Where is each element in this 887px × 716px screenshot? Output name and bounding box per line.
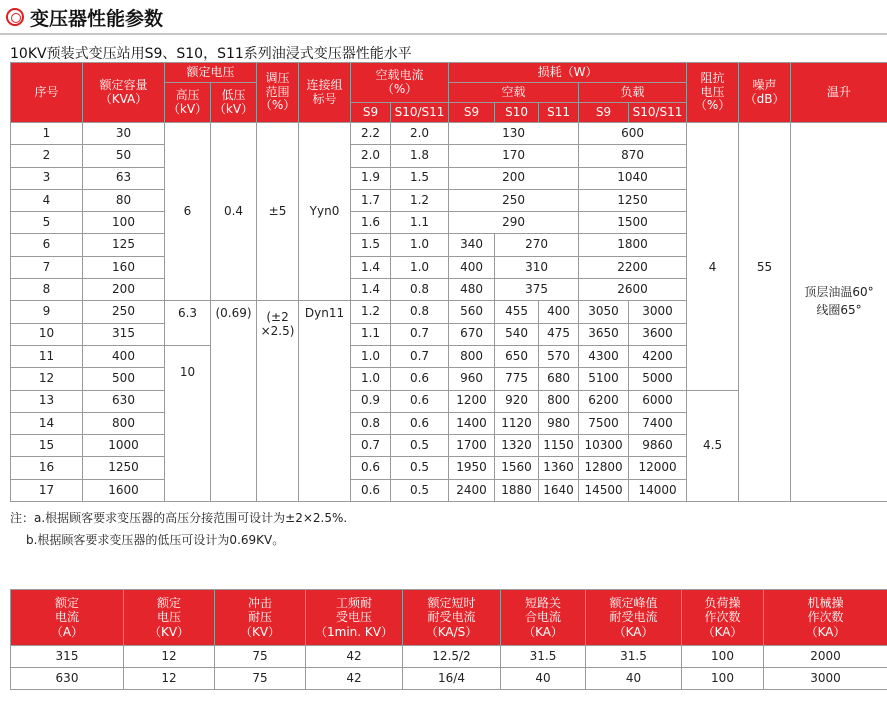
cell-noload-loss-s11: 800 (539, 390, 579, 412)
header-nc-s10s11: S10/S11 (391, 103, 449, 123)
cell-noload-loss-s11: 980 (539, 412, 579, 434)
cell-nc-s9: 1.9 (351, 167, 391, 189)
cell-seq: 15 (11, 435, 83, 457)
header-nl-s10: S10 (495, 103, 539, 123)
header-seq: 序号 (11, 63, 83, 123)
cell-seq: 11 (11, 345, 83, 367)
cell-capacity: 1000 (83, 435, 165, 457)
cell-tap-range: (±2 ×2.5) (257, 301, 299, 502)
cell-load-loss: 1500 (579, 212, 687, 234)
cell-noload-loss-s10s11: 375 (495, 279, 579, 301)
cell-noload-loss-s11: 1360 (539, 457, 579, 479)
cell-capacity: 50 (83, 145, 165, 167)
ring-bullet-icon (6, 8, 24, 26)
header-noload-current: 空载电流 （%） (351, 63, 449, 103)
header-nl-s11: S11 (539, 103, 579, 123)
cell-impedance: 4 (687, 123, 739, 391)
cell-nc-s9: 1.6 (351, 212, 391, 234)
cell-seq: 1 (11, 123, 83, 145)
switch-header-cell: 额定 电流 （A） (11, 590, 124, 646)
cell-noload-loss-s11: 400 (539, 301, 579, 323)
switch-cell: 40 (501, 668, 586, 690)
switch-header-cell: 机械操 作次数 （KA） (764, 590, 887, 646)
cell-capacity: 160 (83, 256, 165, 278)
cell-noload-loss-s10: 650 (495, 345, 539, 367)
cell-capacity: 63 (83, 167, 165, 189)
cell-seq: 4 (11, 189, 83, 211)
header-hv: 高压 （kV） (165, 83, 211, 123)
header-noise: 噪声 （dB） (739, 63, 791, 123)
switch-cell: 75 (215, 646, 306, 668)
cell-load-loss-s9: 14500 (579, 479, 629, 501)
table-subtitle: 10KV预装式变压站用S9、S10，S11系列油浸式变压器性能水平 (10, 46, 412, 62)
cell-noload-loss-s10: 1120 (495, 412, 539, 434)
cell-load-loss: 2200 (579, 256, 687, 278)
cell-nc-s9: 1.1 (351, 323, 391, 345)
switch-header-cell: 额定短时 耐受电流 （KA/S） (403, 590, 501, 646)
cell-nc-s9: 2.2 (351, 123, 391, 145)
table-row (11, 668, 887, 690)
switch-header-cell: 额定峰值 耐受电流 （KA） (586, 590, 682, 646)
cell-noise: 55 (739, 123, 791, 502)
cell-load-loss-s10s11: 7400 (629, 412, 687, 434)
cell-capacity: 80 (83, 189, 165, 211)
cell-noload-loss: 130 (449, 123, 579, 145)
cell-temp-rise: 顶层油温60° 线圈65° (791, 123, 887, 502)
cell-noload-loss-s11: 570 (539, 345, 579, 367)
cell-load-loss-s9: 3050 (579, 301, 629, 323)
cell-nc-s9: 0.6 (351, 457, 391, 479)
cell-capacity: 125 (83, 234, 165, 256)
cell-capacity: 630 (83, 390, 165, 412)
cell-nc-s9: 1.5 (351, 234, 391, 256)
cell-nc-s9: 1.0 (351, 368, 391, 390)
cell-nc-s10s11: 1.1 (391, 212, 449, 234)
cell-noload-loss-s9: 560 (449, 301, 495, 323)
cell-nc-s10s11: 1.2 (391, 189, 449, 211)
switch-cell: 12.5/2 (403, 646, 501, 668)
cell-capacity: 500 (83, 368, 165, 390)
cell-noload-loss-s10: 1560 (495, 457, 539, 479)
cell-load-loss-s10s11: 6000 (629, 390, 687, 412)
cell-load-loss: 600 (579, 123, 687, 145)
cell-load-loss: 1250 (579, 189, 687, 211)
cell-nc-s10s11: 0.6 (391, 390, 449, 412)
cell-noload-loss-s9: 2400 (449, 479, 495, 501)
cell-nc-s9: 1.7 (351, 189, 391, 211)
cell-capacity: 100 (83, 212, 165, 234)
cell-capacity: 200 (83, 279, 165, 301)
cell-nc-s10s11: 1.0 (391, 256, 449, 278)
cell-seq: 16 (11, 457, 83, 479)
cell-seq: 3 (11, 167, 83, 189)
cell-noload-loss-s9: 1400 (449, 412, 495, 434)
note-b: b.根据顾客要求变压器的低压可设计为0.69KV。 (26, 533, 285, 547)
transformer-table-body (11, 123, 887, 502)
cell-hv: 6.3 (165, 301, 211, 346)
switch-header-cell: 短路关 合电流 （KA） (501, 590, 586, 646)
cell-noload-loss: 170 (449, 145, 579, 167)
cell-noload-loss-s9: 480 (449, 279, 495, 301)
cell-noload-loss-s9: 1700 (449, 435, 495, 457)
cell-nc-s10s11: 1.0 (391, 234, 449, 256)
switch-parameter-table (10, 589, 887, 690)
switch-cell: 16/4 (403, 668, 501, 690)
cell-nc-s9: 0.7 (351, 435, 391, 457)
switch-cell: 42 (306, 646, 403, 668)
cell-nc-s9: 0.8 (351, 412, 391, 434)
switch-cell: 3000 (764, 668, 887, 690)
header-rated-voltage: 额定电压 (165, 63, 257, 83)
transformer-performance-table (10, 62, 887, 502)
switch-cell: 315 (11, 646, 124, 668)
cell-noload-loss-s10: 775 (495, 368, 539, 390)
cell-nc-s9: 0.9 (351, 390, 391, 412)
cell-nc-s10s11: 0.6 (391, 368, 449, 390)
cell-capacity: 800 (83, 412, 165, 434)
switch-cell: 2000 (764, 646, 887, 668)
cell-noload-loss-s10: 455 (495, 301, 539, 323)
cell-noload-loss-s11: 1640 (539, 479, 579, 501)
cell-seq: 5 (11, 212, 83, 234)
cell-seq: 17 (11, 479, 83, 501)
cell-load-loss-s10s11: 4200 (629, 345, 687, 367)
header-temp-rise: 温升 (791, 63, 887, 123)
header-vector-group: 连接组 标号 (299, 63, 351, 123)
cell-nc-s10s11: 2.0 (391, 123, 449, 145)
cell-tap-range: ±5 (257, 123, 299, 301)
page-title: 变压器性能参数 (30, 7, 164, 30)
switch-cell: 12 (124, 668, 215, 690)
cell-noload-loss-s10: 920 (495, 390, 539, 412)
cell-load-loss-s9: 4300 (579, 345, 629, 367)
cell-noload-loss-s9: 340 (449, 234, 495, 256)
switch-header-cell: 冲击 耐压 （KV） (215, 590, 306, 646)
title-divider (0, 33, 887, 35)
cell-noload-loss-s10: 1880 (495, 479, 539, 501)
cell-nc-s9: 1.0 (351, 345, 391, 367)
cell-nc-s10s11: 0.8 (391, 301, 449, 323)
cell-nc-s9: 0.6 (351, 479, 391, 501)
cell-load-loss-s10s11: 9860 (629, 435, 687, 457)
switch-header-cell: 额定 电压 （KV） (124, 590, 215, 646)
header-loss: 损耗（W） (449, 63, 687, 83)
note-a: 注：a.根据顾客要求变压器的高压分接范围可设计为±2×2.5%. (10, 511, 348, 525)
switch-cell: 31.5 (586, 646, 682, 668)
switch-cell: 100 (682, 668, 764, 690)
header-capacity: 额定容量 （KVA） (83, 63, 165, 123)
cell-load-loss-s10s11: 14000 (629, 479, 687, 501)
cell-seq: 14 (11, 412, 83, 434)
table-row (11, 123, 887, 145)
switch-cell: 75 (215, 668, 306, 690)
switch-header-cell: 负荷操 作次数 （KA） (682, 590, 764, 646)
cell-nc-s10s11: 0.5 (391, 457, 449, 479)
cell-nc-s9: 1.2 (351, 301, 391, 323)
cell-load-loss: 2600 (579, 279, 687, 301)
cell-capacity: 400 (83, 345, 165, 367)
cell-nc-s10s11: 0.7 (391, 345, 449, 367)
cell-nc-s10s11: 0.8 (391, 279, 449, 301)
cell-seq: 12 (11, 368, 83, 390)
cell-vector-group: Dyn11 (299, 301, 351, 502)
cell-noload-loss: 290 (449, 212, 579, 234)
cell-noload-loss: 200 (449, 167, 579, 189)
cell-load-loss: 1800 (579, 234, 687, 256)
cell-seq: 6 (11, 234, 83, 256)
cell-vector-group: Yyn0 (299, 123, 351, 301)
cell-seq: 9 (11, 301, 83, 323)
cell-noload-loss-s11: 680 (539, 368, 579, 390)
switch-cell: 31.5 (501, 646, 586, 668)
header-ld-s9: S9 (579, 103, 629, 123)
cell-noload-loss-s9: 1950 (449, 457, 495, 479)
switch-cell: 630 (11, 668, 124, 690)
cell-seq: 10 (11, 323, 83, 345)
header-impedance: 阻抗 电压 （%） (687, 63, 739, 123)
cell-load-loss-s10s11: 5000 (629, 368, 687, 390)
header-load-loss: 负载 (579, 83, 687, 103)
cell-load-loss-s10s11: 3000 (629, 301, 687, 323)
cell-hv: 6 (165, 123, 211, 301)
switch-header-cell: 工频耐 受电压 （1min. KV） (306, 590, 403, 646)
cell-capacity: 315 (83, 323, 165, 345)
cell-capacity: 1250 (83, 457, 165, 479)
cell-capacity: 30 (83, 123, 165, 145)
header-nc-s9: S9 (351, 103, 391, 123)
cell-nc-s10s11: 0.5 (391, 479, 449, 501)
cell-nc-s10s11: 0.5 (391, 435, 449, 457)
cell-impedance: 4.5 (687, 390, 739, 501)
switch-cell: 42 (306, 668, 403, 690)
cell-noload-loss-s9: 800 (449, 345, 495, 367)
cell-load-loss-s9: 12800 (579, 457, 629, 479)
cell-noload-loss-s9: 960 (449, 368, 495, 390)
cell-nc-s9: 1.4 (351, 256, 391, 278)
table-row (11, 646, 887, 668)
cell-noload-loss-s11: 475 (539, 323, 579, 345)
cell-lv: (0.69) (211, 301, 257, 502)
cell-load-loss-s9: 6200 (579, 390, 629, 412)
cell-load-loss: 870 (579, 145, 687, 167)
cell-load-loss-s9: 7500 (579, 412, 629, 434)
cell-nc-s10s11: 0.6 (391, 412, 449, 434)
cell-load-loss: 1040 (579, 167, 687, 189)
cell-noload-loss-s10s11: 310 (495, 256, 579, 278)
header-nl-s9: S9 (449, 103, 495, 123)
section-title (6, 4, 163, 30)
cell-nc-s9: 2.0 (351, 145, 391, 167)
cell-seq: 8 (11, 279, 83, 301)
cell-load-loss-s9: 3650 (579, 323, 629, 345)
cell-load-loss-s10s11: 12000 (629, 457, 687, 479)
cell-nc-s10s11: 1.5 (391, 167, 449, 189)
cell-noload-loss-s10: 1320 (495, 435, 539, 457)
switch-cell: 12 (124, 646, 215, 668)
header-noload-loss: 空载 (449, 83, 579, 103)
cell-load-loss-s9: 5100 (579, 368, 629, 390)
cell-noload-loss-s9: 670 (449, 323, 495, 345)
cell-nc-s9: 1.4 (351, 279, 391, 301)
cell-capacity: 1600 (83, 479, 165, 501)
cell-nc-s10s11: 0.7 (391, 323, 449, 345)
cell-hv: 10 (165, 345, 211, 501)
cell-lv: 0.4 (211, 123, 257, 301)
header-tap-range: 调压 范围 （%） (257, 63, 299, 123)
header-lv: 低压 （kV） (211, 83, 257, 123)
cell-noload-loss-s11: 1150 (539, 435, 579, 457)
cell-nc-s10s11: 1.8 (391, 145, 449, 167)
cell-load-loss-s10s11: 3600 (629, 323, 687, 345)
cell-noload-loss-s10s11: 270 (495, 234, 579, 256)
switch-cell: 100 (682, 646, 764, 668)
cell-capacity: 250 (83, 301, 165, 323)
cell-seq: 7 (11, 256, 83, 278)
cell-noload-loss-s10: 540 (495, 323, 539, 345)
cell-noload-loss: 250 (449, 189, 579, 211)
switch-cell: 40 (586, 668, 682, 690)
header-ld-s10s11: S10/S11 (629, 103, 687, 123)
cell-noload-loss-s9: 1200 (449, 390, 495, 412)
cell-noload-loss-s9: 400 (449, 256, 495, 278)
cell-seq: 13 (11, 390, 83, 412)
cell-load-loss-s9: 10300 (579, 435, 629, 457)
cell-seq: 2 (11, 145, 83, 167)
